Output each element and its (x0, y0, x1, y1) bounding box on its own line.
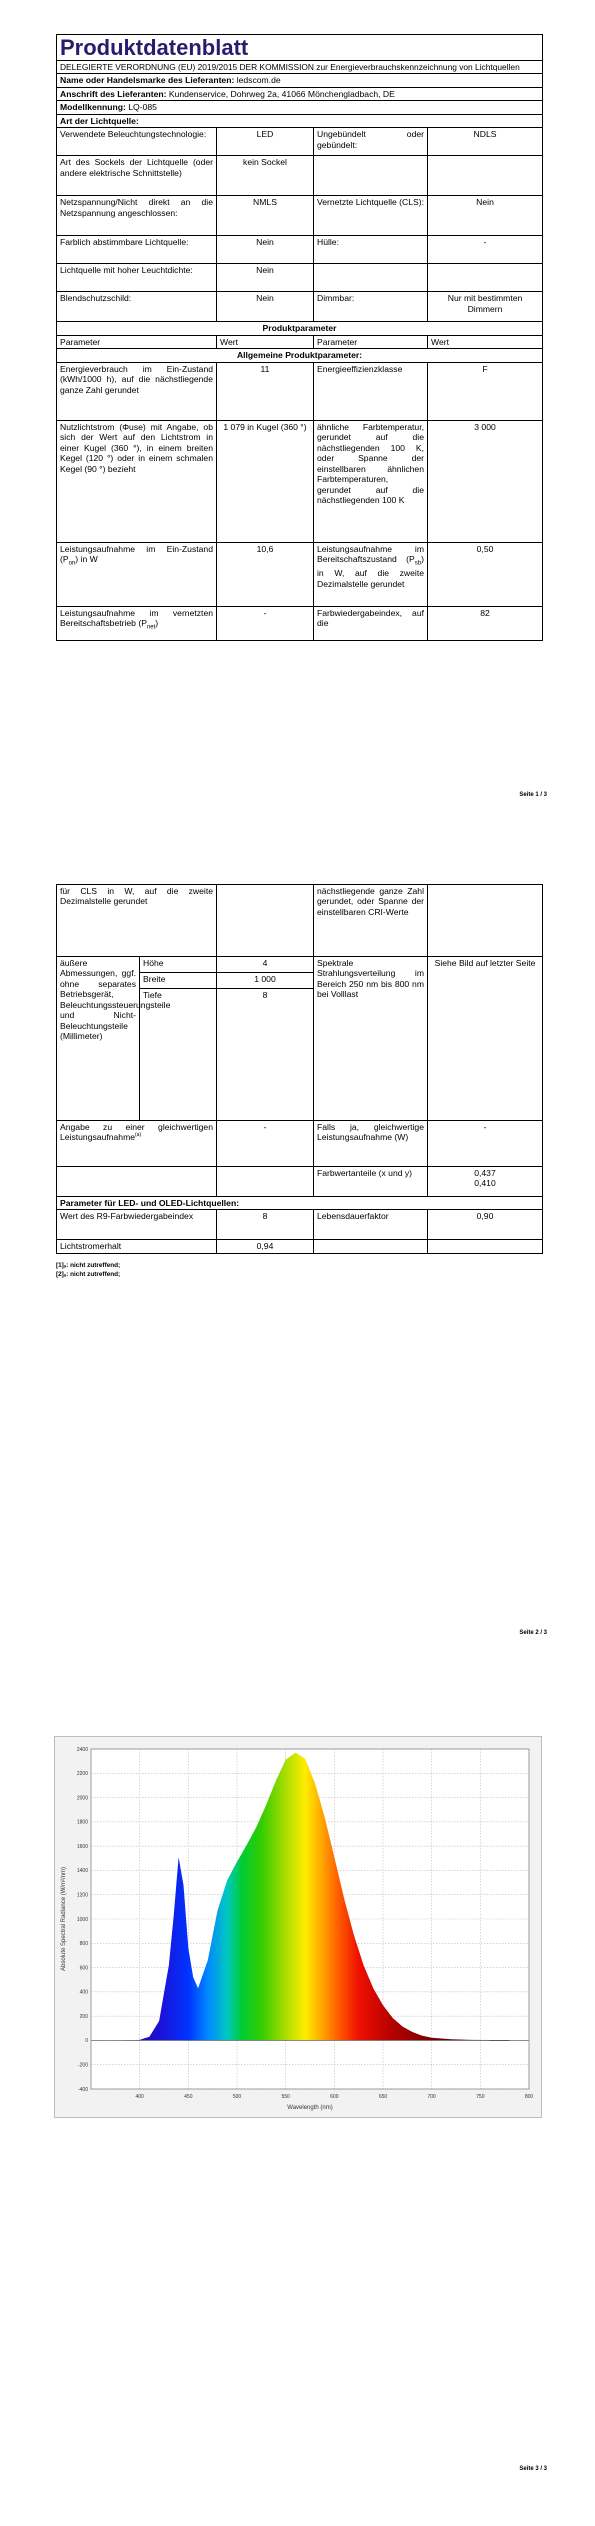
type-row-label (314, 156, 428, 196)
lumen-maintenance-label: Lichtstromerhalt (57, 1240, 217, 1253)
page-2 (0, 842, 595, 1684)
y-axis-label: Absolute Spectral Radiance (W/m²/nm) (61, 1866, 67, 1972)
equivalent-power-label (57, 1121, 217, 1167)
page-title: Produktdatenblatt (57, 35, 543, 61)
r9-value: 8 (217, 1210, 314, 1240)
spectral-distribution-chart (54, 1736, 542, 2118)
y-tick-label: 1400 (76, 1868, 88, 1875)
type-row-label: Ungebündelt oder gebündelt: (314, 128, 428, 156)
on-mode-power-value: 10,6 (217, 542, 314, 606)
spectral-distribution-label: Spektrale Strahlungsverteilung im Bereich 250 nm bis 800 nm bei Volllast (314, 957, 428, 1121)
type-row-value: Nur mit bestimmten Dimmern (428, 292, 543, 322)
page-number: Seite 1 / 3 (519, 792, 547, 798)
chromaticity-label: Farbwertanteile (x und y) (314, 1167, 428, 1197)
energy-consumption-label: Energieverbrauch im Ein-Zustand (kWh/1000 h), auf die nächstliegende ganze Zahl gerundet (57, 362, 217, 420)
equivalent-power-watts-value: - (428, 1121, 543, 1167)
y-tick-label: 1200 (76, 1892, 88, 1899)
type-row-label: Verwendete Beleuchtungstechnologie: (57, 128, 217, 156)
empty-cell (217, 1167, 314, 1197)
type-row-label: Netzspannung/Nicht direkt an die Netzspannung angeschlossen: (57, 196, 217, 236)
on-mode-power-unit: ) in W (75, 554, 98, 565)
general-parameters-heading: Allgemeine Produktparameter: (57, 349, 543, 362)
useful-flux-value: 1 079 in Kugel (360 °) (217, 420, 314, 542)
spectral-distribution-value: Siehe Bild auf letzter Seite (428, 957, 543, 1121)
y-tick-label: 0 (85, 2038, 88, 2045)
networked-standby-label (57, 606, 217, 640)
dimension-name: Höhe (140, 957, 217, 973)
standby-power-text: Leistungsaufnahme im Bereitschaftszustand (P (317, 543, 424, 565)
equivalent-power-value: - (217, 1121, 314, 1167)
standby-power-subscript: sb (414, 560, 422, 567)
empty-cell (314, 1240, 428, 1253)
on-mode-power-label (57, 542, 217, 606)
supplier-address-row (57, 87, 543, 100)
networked-standby-subscript: net (146, 624, 156, 631)
chromaticity-values (428, 1167, 543, 1197)
y-tick-label: 1600 (76, 1843, 88, 1850)
chromaticity-y: 0,410 (474, 1178, 496, 1189)
type-row-label: Vernetzte Lichtquelle (CLS): (314, 196, 428, 236)
supplier-name-label: Name oder Handelsmarke des Lieferanten: (60, 75, 235, 86)
y-tick-label: -400 (77, 2086, 88, 2093)
standby-power-label (314, 542, 428, 606)
energy-consumption-value: 11 (217, 362, 314, 420)
model-label: Modellkennung: (60, 102, 126, 113)
dimension-name: Tiefe (140, 989, 217, 1121)
led-parameters-heading: Parameter für LED- und OLED-Lichtquellen: (57, 1197, 543, 1210)
product-parameters-heading: Produktparameter (57, 322, 543, 335)
supplier-address-value: Kundenservice, Dohrweg 2a, 41066 Mönchengladbach, DE (168, 88, 395, 99)
x-tick-label: 400 (135, 2094, 144, 2100)
chromaticity-x: 0,437 (474, 1168, 496, 1178)
x-tick-label: 500 (232, 2094, 242, 2100)
survival-factor-value: 0,90 (428, 1210, 543, 1240)
type-row-label: Blendschutzschild: (57, 292, 217, 322)
type-row-value: NMLS (217, 196, 314, 236)
outer-dimensions-label: äußere Abmessungen, ggf. ohne separates Betriebsgerät, Beleuchtungssteuerungsteile und Nicht-Beleuchtungsteile (Millimeter) (57, 957, 140, 1121)
y-tick-label: 1000 (76, 1916, 88, 1923)
x-tick-label: 450 (184, 2094, 193, 2100)
page-number: Seite 2 / 3 (519, 1630, 547, 1636)
standby-power-unit: ) in W, auf die zweite Dezimalstelle gerundet (317, 554, 424, 589)
dimension-value: 1 000 (217, 973, 314, 989)
y-tick-label: 2200 (76, 1771, 88, 1778)
type-row-label (314, 264, 428, 292)
y-tick-label: 600 (79, 1965, 88, 1972)
supplier-name-row (57, 74, 543, 87)
type-row-value: Nein (428, 196, 543, 236)
type-row-label: Lichtquelle mit hoher Leuchtdichte: (57, 264, 217, 292)
type-row-label: Art des Sockels der Lichtquelle (oder andere elektrische Schnittstelle) (57, 156, 217, 196)
networked-standby-value: - (217, 606, 314, 640)
cri-value: 82 (428, 606, 543, 640)
x-tick-label: 800 (524, 2094, 534, 2100)
cct-value: 3 000 (428, 420, 543, 542)
type-row-value (428, 156, 543, 196)
x-tick-label: 650 (378, 2094, 388, 2100)
networked-standby-text: Leistungsaufnahme im vernetzten Bereitschaftsbetrieb (P (60, 607, 213, 629)
equivalent-power-watts-label: Falls ja, gleichwertige Leistungsaufnahme (W) (314, 1121, 428, 1167)
empty-cell (428, 1240, 543, 1253)
empty-cell (57, 1167, 217, 1197)
networked-standby-continued: für CLS in W, auf die zweite Dezimalstelle gerundet (57, 885, 217, 957)
type-row-value: LED (217, 128, 314, 156)
x-tick-label: 700 (427, 2094, 436, 2100)
on-mode-power-subscript: on (68, 560, 76, 567)
y-tick-label: -200 (77, 2062, 88, 2069)
type-row-value: NDLS (428, 128, 543, 156)
x-tick-label: 550 (281, 2094, 290, 2100)
supplier-address-label: Anschrift des Lieferanten: (60, 88, 167, 99)
footnote-marker-a: (a) (135, 1132, 142, 1139)
column-header-parameter: Parameter (57, 335, 217, 348)
cri-label: Farbwiedergabeindex, auf die (314, 606, 428, 640)
column-header-parameter: Parameter (314, 335, 428, 348)
footnote: [1]ₐ: nicht zutreffend; (56, 1262, 121, 1269)
type-row-value: kein Sockel (217, 156, 314, 196)
type-row-value: Nein (217, 264, 314, 292)
survival-factor-label: Lebensdauerfaktor (314, 1210, 428, 1240)
energy-class-value: F (428, 362, 543, 420)
product-data-table-page-2 (56, 884, 543, 1254)
column-header-value: Wert (217, 335, 314, 348)
type-row-label: Farblich abstimmbare Lichtquelle: (57, 236, 217, 264)
dimension-value: 4 (217, 957, 314, 973)
r9-label: Wert des R9-Farbwiedergabeindex (57, 1210, 217, 1240)
type-row-value: Nein (217, 292, 314, 322)
y-tick-label: 200 (79, 2013, 88, 2020)
cct-label: ähnliche Farbtemperatur, gerundet auf die nächstliegenden 100 K, oder Spanne der einstellbaren ähnlichen Farbtemperaturen, gerundet auf die nächstliegenden 100 K (314, 420, 428, 542)
page-number: Seite 3 / 3 (519, 2466, 547, 2472)
column-header-value: Wert (428, 335, 543, 348)
x-tick-label: 600 (330, 2094, 339, 2100)
dimension-value: 8 (217, 989, 314, 1121)
empty-cell (428, 885, 543, 957)
type-row-value: Nein (217, 236, 314, 264)
y-tick-label: 800 (79, 1941, 88, 1948)
regulation-reference: DELEGIERTE VERORDNUNG (EU) 2019/2015 DER KOMMISSION zur Energieverbrauchskennzeichnung von Lichtquellen (57, 61, 543, 74)
page-3 (0, 1684, 595, 2526)
y-tick-label: 2000 (76, 1795, 88, 1802)
type-row-label: Hülle: (314, 236, 428, 264)
page-1 (0, 0, 595, 842)
y-tick-label: 1800 (76, 1819, 88, 1826)
networked-standby-paren: ) (155, 618, 159, 629)
product-data-table-page-1 (56, 34, 543, 641)
energy-class-label: Energieeffizienzklasse (314, 362, 428, 420)
dimension-name: Breite (140, 973, 217, 989)
on-mode-power-text: Leistungsaufnahme im Ein-Zustand (P (60, 543, 213, 565)
footnote: [2]ₐ: nicht zutreffend; (56, 1270, 121, 1278)
footnotes (56, 1262, 120, 1280)
type-row-value: - (428, 236, 543, 264)
model-row (57, 101, 543, 114)
x-tick-label: 750 (476, 2094, 485, 2100)
equivalent-power-text: Angabe zu einer gleichwertigen Leistungsaufnahme (60, 1122, 213, 1143)
empty-cell (217, 885, 314, 957)
x-axis-label: Wavelength (nm) (287, 2105, 333, 2111)
y-tick-label: 400 (79, 1989, 88, 1996)
supplier-name-value: ledscom.de (236, 75, 281, 86)
cri-continued: nächstliegende ganze Zahl gerundet, oder Spanne der einstellbaren CRI-Werte (314, 885, 428, 957)
y-tick-label: 2400 (76, 1746, 88, 1753)
spectrum-svg (55, 1737, 543, 2119)
light-source-type-heading: Art der Lichtquelle: (57, 114, 543, 127)
type-row-label: Dimmbar: (314, 292, 428, 322)
type-row-value (428, 264, 543, 292)
model-value: LQ-085 (128, 102, 157, 113)
useful-flux-label: Nutzlichtstrom (Φuse) mit Angabe, ob sich der Wert auf den Lichtstrom in einer Kugel (360 °), in einem breiten Kegel (120 °) oder in einem schmalen Kegel (90 °) bezieht (57, 420, 217, 542)
standby-power-value: 0,50 (428, 542, 543, 606)
lumen-maintenance-value: 0,94 (217, 1240, 314, 1253)
